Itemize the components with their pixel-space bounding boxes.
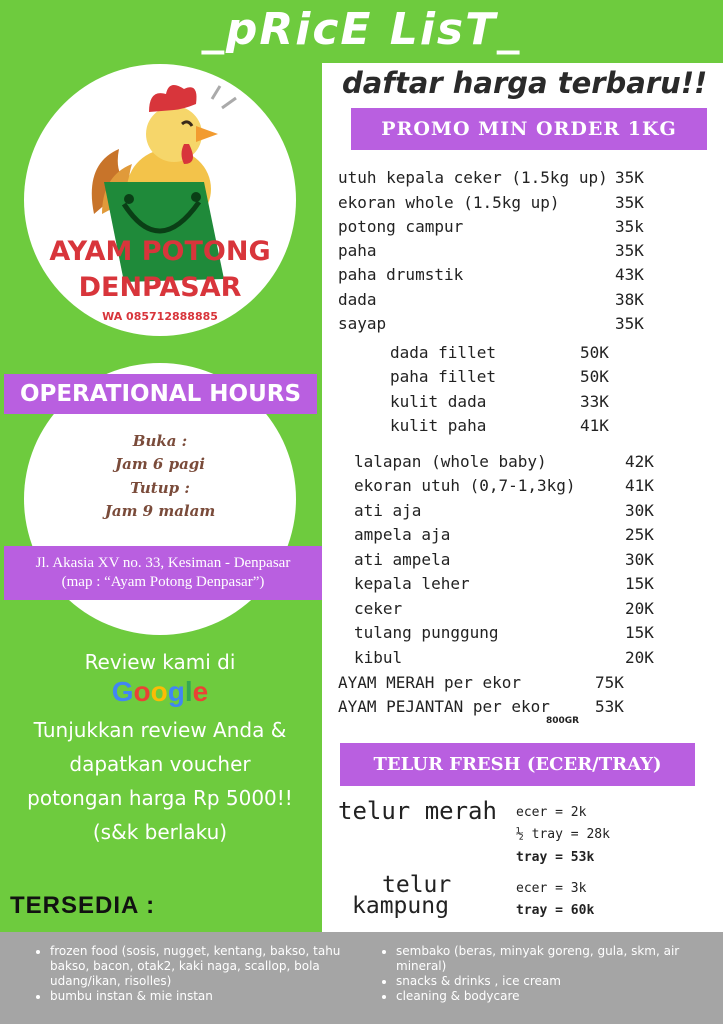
price-item-value: 35K	[615, 314, 644, 333]
google-letter: l	[184, 676, 193, 707]
logo-circle	[24, 64, 296, 336]
price-item-value: 41K	[580, 416, 609, 435]
price-item-value: 20K	[625, 648, 654, 667]
telur-kampung-ecer: ecer = 3k	[516, 881, 587, 896]
footer-tersedia	[0, 932, 723, 1024]
price-item-value: 30K	[625, 501, 654, 520]
brand-name-line2: DENPASAR	[78, 272, 242, 303]
telur-banner: TELUR FRESH (ECER/TRAY)	[340, 743, 695, 786]
list-item: • cleaning & bodycare	[396, 989, 680, 1004]
price-item-name: dada fillet	[390, 343, 496, 362]
address-banner	[4, 546, 322, 600]
tersedia-left-list	[34, 944, 354, 1004]
price-item-name: lalapan (whole baby)	[354, 452, 547, 471]
page-title: _pRicE LisT_	[201, 4, 522, 55]
telur-merah-tray: tray = 53k	[516, 850, 595, 865]
operational-hours-title: OPERATIONAL HOURS	[4, 374, 317, 414]
open-label: Buka :	[132, 432, 188, 450]
price-item-name: tulang punggung	[354, 623, 499, 642]
price-item-name: ekoran whole (1.5kg up)	[338, 193, 560, 212]
price-item-name: paha	[338, 241, 377, 260]
list-item: • bumbu instan & mie instan	[50, 989, 354, 1004]
price-item-value: 50K	[580, 343, 609, 362]
telur-merah-ecer: ecer = 2k	[516, 805, 587, 820]
price-item-value: 15K	[625, 623, 654, 642]
review-line2: Tunjukkan review Anda &	[33, 718, 287, 742]
price-subtitle: daftar harga terbaru!!	[342, 66, 708, 100]
list-item: • frozen food (sosis, nugget, kentang, bakso, tahu bakso, bacon, otak2, kaki naga, scallop, bola udang/ikan, risolles)	[50, 944, 354, 989]
close-label: Tutup :	[130, 479, 190, 497]
review-line3: dapatkan voucher	[69, 752, 251, 776]
price-item-value: 42K	[625, 452, 654, 471]
price-item-name: utuh kepala ceker (1.5kg up)	[338, 168, 608, 187]
google-letter: o	[150, 676, 168, 707]
google-letter: g	[167, 676, 185, 707]
google-letter: G	[111, 676, 134, 707]
price-item-value: 35K	[615, 193, 644, 212]
whatsapp-number: WA 085712888885	[102, 310, 218, 323]
list-item: • snacks & drinks , ice cream	[396, 974, 680, 989]
price-item-name: ekoran utuh (0,7-1,3kg)	[354, 476, 576, 495]
price-item-value: 20K	[625, 599, 654, 618]
price-item-name: paha fillet	[390, 367, 496, 386]
price-item-name: AYAM PEJANTAN per ekor	[338, 697, 550, 716]
tersedia-right-list	[380, 944, 680, 1004]
review-line4: potongan harga Rp 5000!!	[27, 786, 293, 810]
price-item-name: kibul	[354, 648, 403, 667]
price-item-value: 25K	[625, 525, 654, 544]
price-item-value: 41K	[625, 476, 654, 495]
price-item-value: 43K	[615, 265, 644, 284]
promo-banner: PROMO MIN ORDER 1KG	[351, 108, 707, 150]
price-item-value: 38K	[615, 290, 644, 309]
price-item-value: 50K	[580, 367, 609, 386]
price-item-name: ati aja	[354, 501, 422, 520]
price-item-value: 30K	[625, 550, 654, 569]
list-item: • sembako (beras, minyak goreng, gula, skm, air mineral)	[396, 944, 680, 974]
price-item-name: ati ampela	[354, 550, 451, 569]
price-item-value: 33K	[580, 392, 609, 411]
price-item-name: kepala leher	[354, 574, 470, 593]
price-item-value: 35K	[615, 168, 644, 187]
price-item-name: kulit paha	[390, 416, 487, 435]
price-item-name: dada	[338, 290, 377, 309]
price-item-value: 35k	[615, 217, 644, 236]
price-item-name: sayap	[338, 314, 387, 333]
tersedia-title: TERSEDIA :	[10, 892, 156, 919]
price-item-name: paha drumstik	[338, 265, 464, 284]
review-line1: Review kami di	[84, 650, 236, 674]
address-line: Jl. Akasia XV no. 33, Kesiman - Denpasar	[35, 555, 291, 571]
open-time: Jam 6 pagi	[115, 455, 205, 473]
telur-kampung-tray: tray = 60k	[516, 903, 595, 918]
price-item-name: ceker	[354, 599, 403, 618]
price-item-value: 35K	[615, 241, 644, 260]
telur-kampung-name-1: telur	[382, 872, 452, 898]
price-item-name: ampela aja	[354, 525, 451, 544]
review-line5: (s&k berlaku)	[92, 820, 228, 844]
price-item-value: 15K	[625, 574, 654, 593]
price-item-name: kulit dada	[390, 392, 487, 411]
brand-name-line1: AYAM POTONG	[49, 236, 271, 267]
telur-merah-half-tray: ½ tray = 28k	[516, 827, 610, 842]
google-letter: o	[133, 676, 151, 707]
telur-kampung-name-2: kampung	[352, 893, 449, 919]
map-hint: (map : “Ayam Potong Denpasar”)	[61, 574, 265, 590]
price-item-value: 75K	[595, 673, 624, 692]
pejantan-note: 800GR	[546, 716, 580, 726]
telur-merah-name: telur merah	[338, 797, 497, 825]
price-item-name: potong campur	[338, 217, 464, 236]
google-logo	[0, 676, 320, 708]
price-item-name: AYAM MERAH per ekor	[338, 673, 522, 692]
price-item-value: 53K	[595, 697, 624, 716]
close-time: Jam 9 malam	[104, 502, 216, 520]
google-letter: e	[192, 676, 209, 707]
